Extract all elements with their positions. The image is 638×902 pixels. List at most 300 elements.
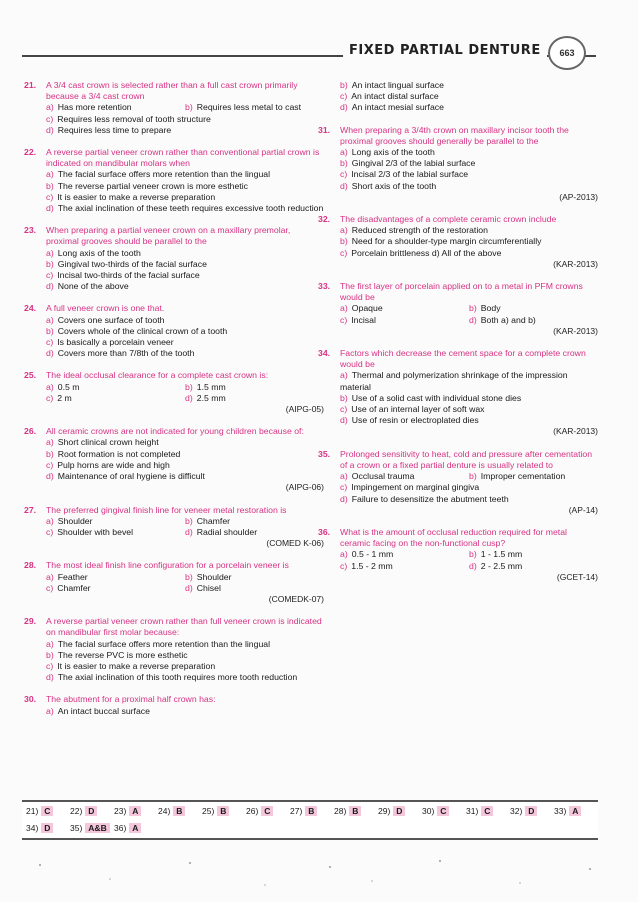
option	[46, 337, 324, 348]
option-text: Feather	[57, 571, 88, 582]
option-text: Shoulder	[196, 571, 232, 582]
answer-cell	[422, 806, 466, 816]
option	[46, 281, 324, 292]
question	[24, 303, 324, 359]
option-text: Failure to desensitize the abutment teeth	[351, 493, 509, 504]
option-text: 2 m	[57, 392, 72, 403]
option	[46, 114, 324, 125]
answer-number: 35)	[70, 822, 83, 833]
option-text: Shoulder	[57, 515, 93, 526]
option-text: An intact buccal surface	[57, 705, 150, 716]
question-number: 33.	[318, 281, 331, 292]
option	[340, 225, 598, 236]
question-stem: The preferred gingival finish line for veneer metal restoration is	[46, 504, 287, 515]
answer-number: 21)	[26, 805, 39, 816]
exam-source: (KAR-2013)	[553, 325, 598, 336]
option-row	[46, 393, 324, 404]
answer-key	[22, 800, 598, 840]
question	[318, 449, 598, 516]
answer-value: B	[217, 806, 229, 816]
option-letter: d)	[185, 392, 193, 403]
option-text: Covers whole of the clinical crown of a tooth	[57, 325, 228, 336]
option-letter: b)	[46, 325, 54, 336]
question-stem: When preparing a 3/4th crown on maxillary incisor tooth the proximal grooves should generally be parallel to the	[340, 124, 569, 146]
question-continuation	[318, 80, 598, 114]
option	[46, 181, 324, 192]
question-number: 34.	[318, 348, 331, 359]
answer-key-row-2	[22, 819, 598, 836]
option-row	[46, 583, 324, 594]
option-text: An intact lingual surface	[351, 80, 444, 90]
option-text: Radial shoulder	[196, 526, 258, 537]
option-text: It is easier to make a reverse preparation	[57, 191, 216, 202]
option-text: Incisal 2/3 of the labial surface	[351, 169, 469, 180]
answer-value: A&B	[85, 823, 109, 833]
exam-source: (GCET-14)	[556, 571, 598, 582]
answer-cell	[202, 806, 246, 816]
option-text: Short clinical crown height	[57, 437, 159, 448]
option-letter: c)	[340, 91, 348, 102]
option-letter: d)	[185, 582, 193, 593]
question-number: 30.	[24, 694, 37, 705]
question-stem: A reverse partial veneer crown rather than conventional partial crown is indicated on mandibular molars when	[46, 147, 320, 169]
option-text: The facial surface offers more retention than the lingual	[57, 638, 271, 649]
answer-cell	[510, 806, 554, 816]
answer-value: D	[41, 823, 53, 833]
option-text: Incisal	[351, 314, 376, 325]
option	[46, 572, 185, 583]
answer-value: A	[569, 806, 581, 816]
option-row	[340, 561, 598, 572]
option-letter: b)	[185, 571, 193, 582]
option-row	[340, 471, 598, 482]
option	[185, 583, 324, 594]
option-row	[46, 572, 324, 583]
option-text: Both a) and b)	[480, 314, 536, 325]
option	[46, 437, 324, 448]
answer-number: 27)	[290, 805, 303, 816]
option	[185, 382, 324, 393]
option-text: Covers one surface of tooth	[57, 314, 165, 325]
option	[46, 449, 324, 460]
question-stem: A reverse partial veneer crown rather than full veneer crown is indicated on mandibular first molar because:	[46, 616, 322, 638]
option-letter: d)	[46, 348, 54, 359]
question-number: 23.	[24, 225, 37, 236]
option	[340, 80, 598, 91]
answer-number: 36)	[114, 822, 127, 833]
question-number: 25.	[24, 370, 37, 381]
option	[46, 203, 324, 214]
option-letter: d)	[185, 526, 193, 537]
option-text: An intact distal surface	[351, 91, 439, 102]
option-letter: d)	[340, 493, 348, 504]
option	[46, 125, 324, 136]
question-number: 28.	[24, 560, 37, 571]
option-letter: c)	[46, 337, 54, 348]
option-letter: d)	[46, 281, 54, 292]
option	[46, 393, 185, 404]
option	[340, 471, 469, 482]
answer-cell	[334, 806, 378, 816]
option-letter: b)	[185, 381, 193, 392]
option-row	[46, 527, 324, 538]
option	[469, 303, 598, 314]
option	[46, 661, 324, 672]
answer-value: B	[349, 806, 361, 816]
option	[340, 303, 469, 314]
option-text: The facial surface offers more retention than the lingual	[57, 169, 271, 180]
option-letter: c)	[46, 660, 54, 671]
option-letter: a)	[340, 225, 348, 236]
option-letter: d)	[340, 415, 348, 426]
option-letter: c)	[340, 404, 348, 415]
page-title: FIXED PARTIAL DENTURE	[343, 43, 547, 58]
question-stem: When preparing a partial veneer crown on a maxillary premolar, proximal grooves should be parallel to the	[46, 225, 291, 247]
question	[24, 147, 324, 214]
option-letter: a)	[46, 169, 54, 180]
option-text: Long axis of the tooth	[57, 247, 141, 258]
option-text: Occlusal trauma	[351, 471, 415, 482]
answer-cell	[466, 806, 510, 816]
option-letter: d)	[46, 124, 54, 135]
question-number: 22.	[24, 147, 37, 158]
option	[185, 393, 324, 404]
option-letter: d)	[46, 672, 54, 683]
option-letter: a)	[46, 381, 54, 392]
answer-cell	[290, 806, 334, 816]
option-letter: a)	[46, 437, 54, 448]
option	[185, 102, 324, 113]
option	[340, 169, 598, 180]
option-text: 1.5 - 2 mm	[351, 560, 393, 571]
option-text: Use of resin or electroplated dies	[351, 415, 479, 426]
option	[46, 706, 324, 717]
option	[340, 393, 598, 404]
option-text: Shoulder with bevel	[57, 526, 134, 537]
option-letter: a)	[46, 638, 54, 649]
option-text: Body	[480, 303, 501, 314]
question-stem: A full veneer crown is one that.	[46, 303, 165, 314]
option	[340, 102, 598, 113]
option	[46, 516, 185, 527]
option	[469, 549, 598, 560]
option-letter: b)	[46, 258, 54, 269]
option-text: Need for a shoulder-type margin circumferentially	[351, 236, 542, 247]
option-letter: c)	[340, 247, 348, 258]
option	[46, 382, 185, 393]
option-text: Has more retention	[57, 102, 132, 113]
answer-cell	[70, 823, 114, 833]
answer-number: 29)	[378, 805, 391, 816]
option-text: Requires less removal of tooth structure	[57, 113, 211, 124]
option-text: None of the above	[57, 281, 129, 292]
option	[340, 236, 598, 247]
option	[340, 370, 598, 392]
option-text: The reverse partial veneer crown is more esthetic	[57, 180, 248, 191]
option-letter: d)	[46, 471, 54, 482]
option-text: An intact mesial surface	[351, 102, 444, 113]
option-text: Covers more than 7/8th of the tooth	[57, 348, 195, 359]
question-stem: The abutment for a proximal half crown has:	[46, 694, 216, 705]
question-stem: Prolonged sensitivity to heat, cold and pressure after cementation of a crown or a fixed partial denture is usually related to	[340, 448, 593, 470]
page-number-badge: 663	[548, 36, 586, 70]
option-text: Porcelain brittleness d) All of the above	[351, 247, 502, 258]
option-letter: b)	[340, 80, 348, 90]
question	[24, 616, 324, 683]
option-text: Long axis of the tooth	[351, 147, 435, 158]
option-text: Chisel	[196, 582, 221, 593]
option-text: Requires less time to prepare	[57, 124, 172, 135]
answer-value: A	[129, 806, 141, 816]
option-row	[46, 516, 324, 527]
option-letter: d)	[340, 102, 348, 113]
answer-number: 31)	[466, 805, 479, 816]
option-text: Opaque	[351, 303, 383, 314]
option	[46, 672, 324, 683]
question-number: 24.	[24, 303, 37, 314]
answer-number: 25)	[202, 805, 215, 816]
option-letter: d)	[469, 560, 477, 571]
answer-number: 30)	[422, 805, 435, 816]
option-text: Gingival two-thirds of the facial surface	[57, 258, 207, 269]
answer-value: D	[393, 806, 405, 816]
option	[340, 482, 598, 493]
option-text: Use of a solid cast with individual stone dies	[351, 392, 522, 403]
option-letter: b)	[340, 236, 348, 247]
option	[46, 348, 324, 359]
option-text: The reverse PVC is more esthetic	[57, 649, 188, 660]
option	[340, 158, 598, 169]
option	[46, 471, 324, 482]
option-letter: b)	[469, 549, 477, 560]
option-text: Impingement on marginal gingiva	[351, 482, 480, 493]
answer-number: 26)	[246, 805, 259, 816]
option	[185, 572, 324, 583]
answer-number: 32)	[510, 805, 523, 816]
option-letter: d)	[469, 314, 477, 325]
question	[318, 348, 598, 438]
option-letter: b)	[46, 180, 54, 191]
question-number: 31.	[318, 124, 331, 135]
option-letter: a)	[340, 471, 348, 482]
option-row	[340, 315, 598, 326]
question-number: 21.	[24, 80, 37, 90]
answer-value: B	[305, 806, 317, 816]
question	[318, 214, 598, 270]
option-letter: a)	[46, 247, 54, 258]
option-letter: b)	[469, 471, 477, 482]
question	[24, 426, 324, 493]
option	[185, 527, 324, 538]
question-stem: The first layer of porcelain applied on to a metal in PFM crowns would be	[340, 281, 583, 303]
option	[46, 259, 324, 270]
option	[340, 248, 598, 259]
option	[46, 639, 324, 650]
option-text: Thermal and polymerization shrinkage of the impression material	[340, 370, 568, 392]
option-letter: b)	[340, 392, 348, 403]
answer-key-row-1	[22, 802, 598, 819]
option-text: Chamfer	[196, 515, 231, 526]
option-text: Is basically a porcelain veneer	[57, 337, 174, 348]
option-letter: b)	[46, 448, 54, 459]
question	[318, 125, 598, 203]
question-stem: A 3/4 cast crown is selected rather than a full cast crown primarily because a 3/4 cast crown	[46, 80, 298, 102]
option-letter: a)	[340, 303, 348, 314]
option	[469, 471, 598, 482]
option	[340, 549, 469, 560]
option	[46, 102, 185, 113]
option	[340, 315, 469, 326]
option-letter: b)	[185, 515, 193, 526]
question-number: 29.	[24, 616, 37, 627]
option	[340, 415, 598, 426]
exam-source: (KAR-2013)	[553, 426, 598, 437]
answer-number: 24)	[158, 805, 171, 816]
exam-source: (COMEDK-07)	[268, 593, 324, 604]
question-number: 27.	[24, 504, 37, 515]
option	[46, 583, 185, 594]
answer-value: B	[173, 806, 185, 816]
option-letter: c)	[340, 169, 348, 180]
option-letter: c)	[340, 314, 348, 325]
exam-source: (AP-2013)	[559, 191, 598, 202]
option-text: 0.5 m	[57, 381, 80, 392]
question-number: 36.	[318, 526, 331, 537]
answer-value: C	[437, 806, 449, 816]
answer-value: D	[85, 806, 97, 816]
option	[46, 460, 324, 471]
answer-cell	[26, 806, 70, 816]
option-letter: b)	[185, 102, 193, 113]
question	[24, 694, 324, 716]
option-text: Use of an internal layer of soft wax	[351, 404, 485, 415]
option-row	[46, 382, 324, 393]
option	[185, 516, 324, 527]
option	[46, 192, 324, 203]
answer-number: 23)	[114, 805, 127, 816]
answer-cell	[554, 806, 598, 816]
question-stem: The disadvantages of a complete ceramic crown include	[340, 214, 557, 225]
option-text: 2.5 mm	[196, 392, 226, 403]
option-letter: a)	[46, 515, 54, 526]
answer-number: 34)	[26, 822, 39, 833]
option-text: 0.5 - 1 mm	[351, 549, 394, 560]
option	[46, 248, 324, 259]
option-letter: c)	[46, 392, 54, 403]
question	[318, 527, 598, 583]
answer-value: C	[481, 806, 493, 816]
option-letter: b)	[340, 158, 348, 169]
option	[340, 181, 598, 192]
question-stem: All ceramic crowns are not indicated for young children because of:	[46, 426, 304, 437]
answer-value: C	[261, 806, 273, 816]
option-letter: c)	[46, 113, 54, 124]
answer-cell	[378, 806, 422, 816]
option-letter: c)	[46, 582, 54, 593]
answer-number: 28)	[334, 805, 347, 816]
option-text: Gingival 2/3 of the labial surface	[351, 158, 476, 169]
answer-number: 33)	[554, 805, 567, 816]
exam-source: (AIPG-05)	[285, 404, 324, 415]
scan-noise	[0, 845, 638, 902]
option-letter: a)	[340, 370, 348, 381]
answer-value: D	[525, 806, 537, 816]
option	[469, 315, 598, 326]
option-letter: a)	[340, 549, 348, 560]
option-row	[340, 303, 598, 314]
option	[340, 561, 469, 572]
exam-source: (COMED K-06)	[266, 538, 324, 549]
option-letter: c)	[46, 459, 54, 470]
question	[24, 370, 324, 415]
question-stem: The ideal occlusal clearance for a complete cast crown is:	[46, 370, 269, 381]
option	[46, 326, 324, 337]
question	[24, 225, 324, 292]
option	[469, 561, 598, 572]
question	[318, 281, 598, 337]
question-number: 32.	[318, 214, 331, 225]
answer-cell	[26, 823, 70, 833]
option-letter: d)	[340, 180, 348, 191]
option-text: Reduced strength of the restoration	[351, 225, 488, 236]
option-text: Incisal two-thirds of the facial surface	[57, 270, 200, 281]
exam-source: (AP-14)	[568, 504, 598, 515]
option-letter: a)	[46, 705, 54, 716]
left-column	[24, 80, 324, 728]
option	[340, 147, 598, 158]
answer-cell	[114, 823, 158, 833]
question	[24, 560, 324, 605]
option	[46, 650, 324, 661]
exam-source: (AIPG-06)	[285, 482, 324, 493]
option-letter: c)	[340, 560, 348, 571]
option-text: Maintenance of oral hygiene is difficult	[57, 471, 205, 482]
option	[340, 404, 598, 415]
option-text: Requires less metal to cast	[196, 102, 302, 113]
exam-source: (KAR-2013)	[553, 258, 598, 269]
option-row	[340, 549, 598, 560]
option-text: Pulp horns are wide and high	[57, 459, 170, 470]
question	[24, 505, 324, 550]
answer-cell	[246, 806, 290, 816]
option-text: 2 - 2.5 mm	[480, 560, 523, 571]
option	[46, 270, 324, 281]
option-letter: c)	[340, 482, 348, 493]
answer-cell	[70, 806, 114, 816]
question-stem: What is the amount of occlusal reduction required for metal ceramic facing on the non-functional cusp?	[340, 526, 567, 549]
question-stem: The most ideal finish line configuration for a porcelain veneer is	[46, 560, 289, 571]
option-text: 1 - 1.5 mm	[480, 549, 523, 560]
option-text: Root formation is not completed	[57, 448, 181, 459]
option-letter: d)	[46, 203, 54, 214]
option-letter: a)	[46, 314, 54, 325]
option-letter: b)	[469, 303, 477, 314]
option-text: The axial inclination of this tooth requires more tooth reduction	[57, 672, 298, 683]
option-text: 1.5 mm	[196, 381, 226, 392]
option-text: Improper cementation	[480, 471, 566, 482]
option	[340, 91, 598, 102]
option	[46, 315, 324, 326]
option-text: Chamfer	[57, 582, 91, 593]
option-text: It is easier to make a reverse preparation	[57, 660, 216, 671]
option-letter: a)	[340, 147, 348, 158]
question	[24, 80, 324, 136]
right-column	[318, 80, 598, 594]
question-stem: Factors which decrease the cement space for a complete crown would be	[340, 348, 586, 370]
question-number: 35.	[318, 448, 331, 459]
option	[46, 527, 185, 538]
option-row	[46, 102, 324, 113]
